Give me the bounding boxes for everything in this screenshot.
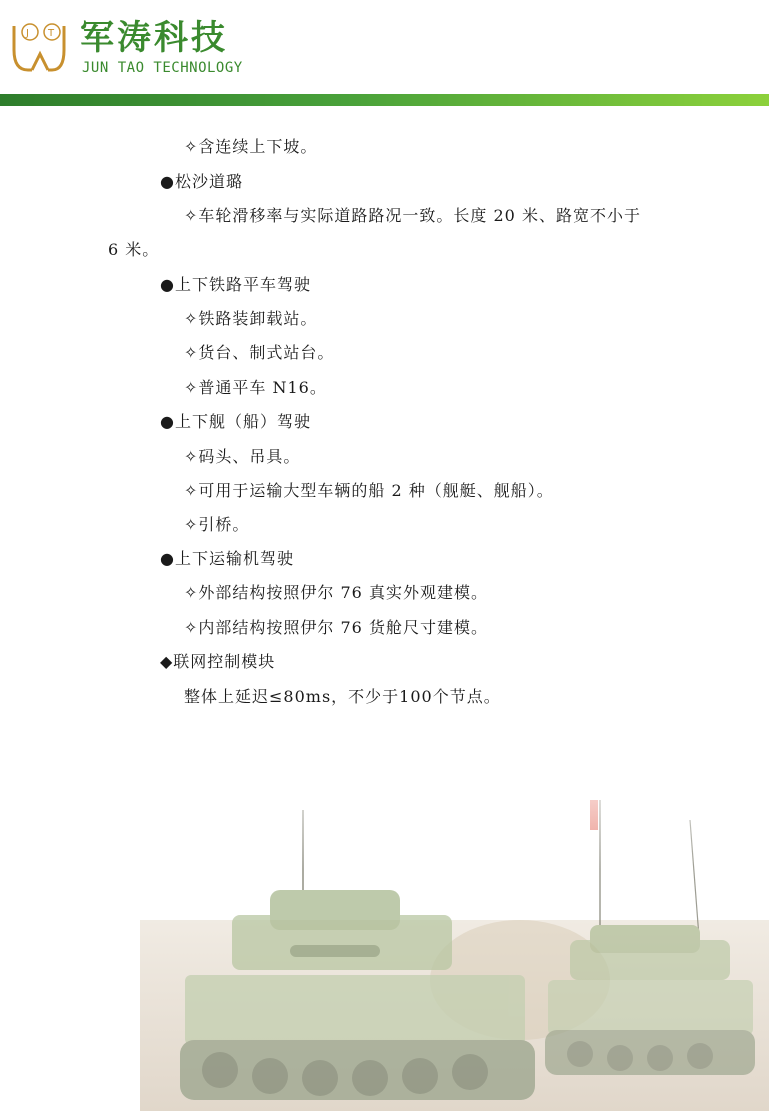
text-line: ✧码头、吊具。 — [184, 447, 301, 466]
page-header — [0, 0, 769, 106]
section-heading: ●上下舰（船）驾驶 — [160, 412, 311, 431]
text-line: ✧普通平车 N16。 — [184, 378, 327, 397]
company-logo-icon — [8, 20, 70, 78]
company-name-en: JUN TAO TECHNOLOGY — [82, 60, 243, 76]
text-line: 6 米。 — [108, 240, 160, 259]
text-line: ✧引桥。 — [184, 515, 250, 534]
svg-text:J: J — [26, 28, 29, 39]
text-line: ✧可用于运输大型车辆的船 2 种（舰艇、舰船）。 — [184, 481, 554, 500]
text-line: ✧车轮滑移率与实际道路路况一致。长度 20 米、路宽不小于 — [184, 206, 641, 225]
text-line: 整体上延迟≤80ms，不少于100个节点。 — [184, 687, 501, 706]
text-line: ✧铁路装卸载站。 — [184, 309, 318, 328]
company-name-cn: 军涛科技 — [80, 18, 228, 58]
text-line: ✧货台、制式站台。 — [184, 343, 335, 362]
tank-background-image — [0, 740, 769, 1111]
text-line: ✧含连续上下坡。 — [184, 137, 318, 156]
header-green-bar — [0, 94, 769, 106]
svg-text:T: T — [48, 28, 55, 39]
text-line: ✧外部结构按照伊尔 76 真实外观建模。 — [184, 583, 488, 602]
section-heading: ●松沙道璐 — [160, 172, 243, 191]
section-heading: ◆联网控制模块 — [160, 652, 276, 671]
section-heading: ●上下运输机驾驶 — [160, 549, 294, 568]
text-line: ✧内部结构按照伊尔 76 货舱尺寸建模。 — [184, 618, 488, 637]
section-heading: ●上下铁路平车驾驶 — [160, 275, 311, 294]
